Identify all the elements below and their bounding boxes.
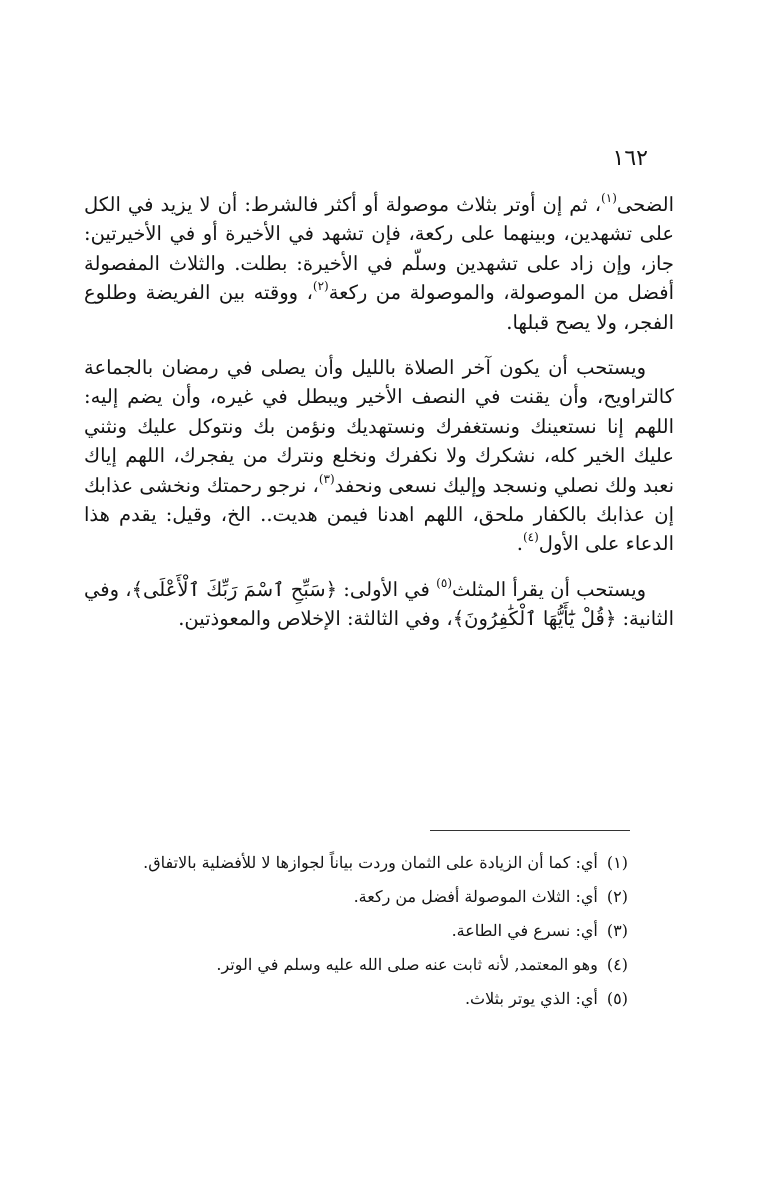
- paragraph-text: ويستحب أن يكون آخر الصلاة بالليل وأن يصلى في رمضان بالجماعة كالتراويح، وأن يقنت في النصف الأخير ويبطل في غيره، وأن يضم إليه: اللهم إنا نستعينك ونستغفرك ونستهديك ونؤمن بك ونتوكل عليك ونثني عليك الخير كله، نشكرك ولا نكفرك ونخلع ونترك من يفجرك، اللهم إياك نعبد ولك نصلي ونسجد وإليك نسعى ونحفد: [84, 356, 674, 497]
- footnote-item: [88, 846, 628, 880]
- main-text: [84, 190, 674, 650]
- footnote-item: [88, 880, 628, 914]
- paragraph-text: ، وفي الثالثة: الإخلاص والمعوذتين.: [178, 607, 453, 631]
- paragraph-1: [84, 190, 674, 337]
- footnote-item: [88, 948, 628, 982]
- quran-verse: ﴿سَبِّحِ ٱسْمَ رَبِّكَ ٱلْأَعْلَى﴾: [131, 577, 338, 601]
- footnote-number: (٣): [606, 921, 628, 940]
- footnotes: [88, 846, 628, 1016]
- paragraph-text: ، وفي الثانية:: [84, 577, 674, 631]
- paragraph-text: ، ووقته بين الفريضة وطلوع الفجر، ولا يصح قبلها.: [84, 281, 674, 334]
- footnote-text: أي: نسرع في الطاعة.: [451, 921, 598, 940]
- quran-verse: ﴿قُلْ يَٰٓأَيُّهَا ٱلْكَٰفِرُونَ﴾: [452, 607, 617, 631]
- footnote-ref[interactable]: (١): [601, 191, 617, 205]
- paragraph-text: ، نرجو رحمتك ونخشى عذابك إن عذابك بالكفار ملحق، اللهم اهدنا فيمن هديت.. الخ، وقيل: يقدم هذا الدعاء على الأول: [84, 473, 674, 556]
- footnote-text: وهو المعتمد, لأنه ثابت عنه صلى الله عليه وسلم في الوتر.: [216, 955, 598, 974]
- footnote-item: [88, 982, 628, 1016]
- page-number: ١٦٢: [612, 146, 648, 171]
- footnote-text: أي: كما أن الزيادة على الثمان وردت بياناً لجوازها لا للأفضلية بالاتفاق.: [143, 853, 598, 872]
- footnote-number: (٥): [606, 989, 628, 1008]
- paragraph-text: .: [516, 532, 523, 556]
- paragraph-text: في الأولى:: [337, 577, 437, 601]
- footnote-text: أي: الثلاث الموصولة أفضل من ركعة.: [353, 887, 598, 906]
- footnote-ref[interactable]: (٤): [522, 530, 539, 545]
- footnote-text: أي: الذي يوتر بثلاث.: [464, 989, 598, 1008]
- footnote-ref[interactable]: (٢): [312, 279, 329, 294]
- footnote-item: [88, 914, 628, 948]
- paragraph-text: الضحى: [616, 193, 674, 216]
- paragraph-text: ويستحب أن يقرأ المثلث: [452, 577, 647, 601]
- paragraph-2: [84, 353, 674, 559]
- footnote-ref[interactable]: (٥): [436, 575, 452, 590]
- footnote-number: (٢): [606, 887, 628, 906]
- footnote-number: (٤): [606, 955, 628, 974]
- footnote-ref[interactable]: (٣): [318, 471, 335, 486]
- paragraph-3: [84, 575, 674, 634]
- footnote-number: (١): [606, 853, 628, 872]
- footnote-divider: [430, 830, 630, 831]
- paragraph-text: ، ثم إن أوتر بثلاث موصولة أو أكثر فالشرط: أن لا يزيد في الكل على تشهدين، وبينهما على ركعة، فإن تشهد في الأخيرة أو في الأخيرتين: جاز، وإن زاد على تشهدين وسلّم في الأخيرة: بطلت. والثلاث المفصولة أفضل من الموصولة، والموصولة من ركعة: [84, 193, 674, 305]
